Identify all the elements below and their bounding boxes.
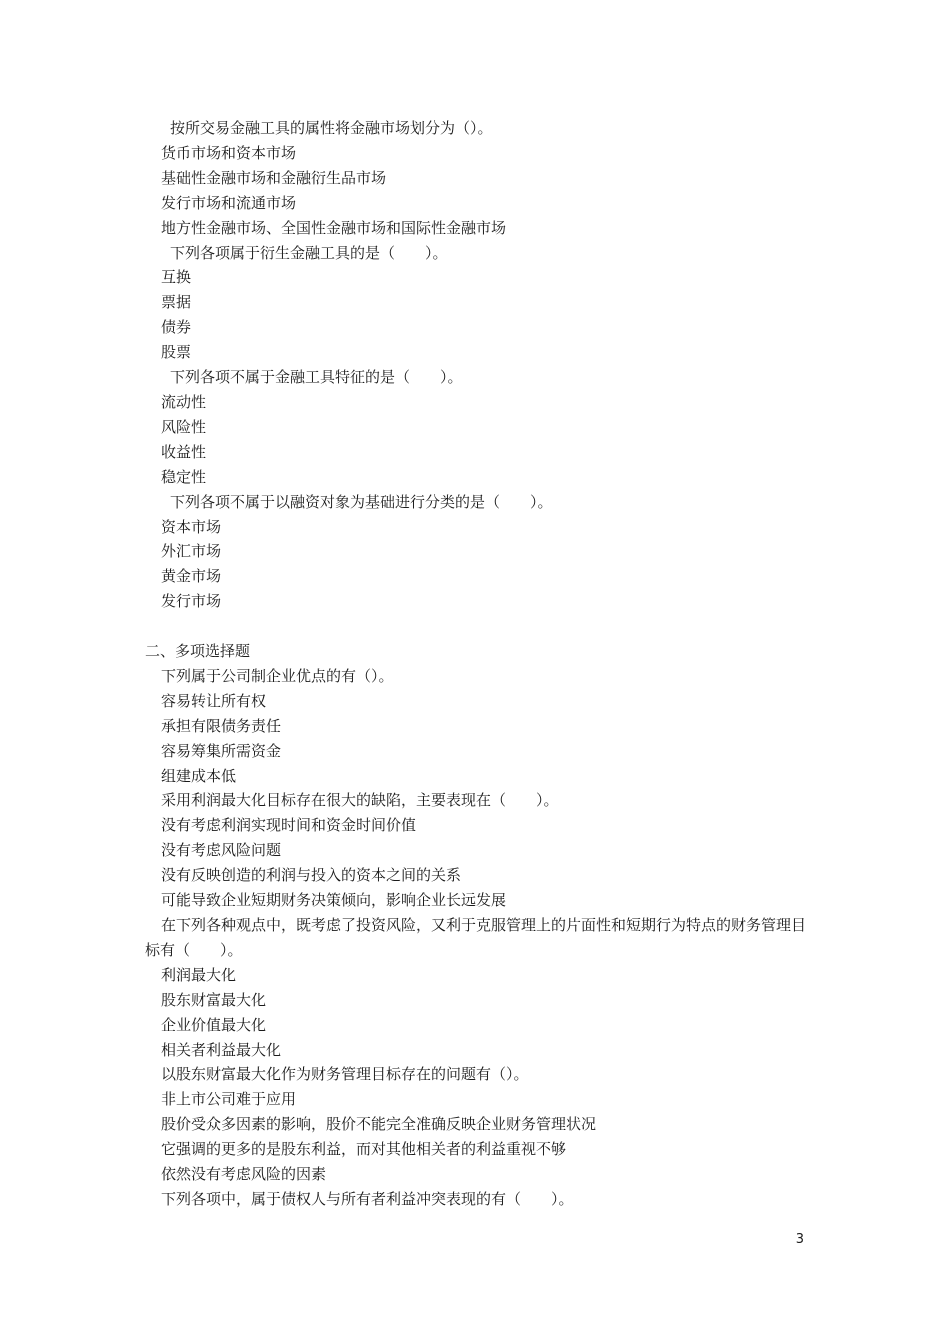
option-text: 发行市场 xyxy=(161,592,222,611)
section-spacer xyxy=(145,614,815,639)
option-text: 债券 xyxy=(161,318,192,337)
option-text: 承担有限债务责任 xyxy=(161,716,282,735)
section-heading: 二、多项选择题 xyxy=(145,642,251,661)
option-text: 非上市公司难于应用 xyxy=(161,1090,297,1109)
option-text: 资本市场 xyxy=(161,517,222,536)
question-text: 按所交易金融工具的属性将金融市场划分为（）。 xyxy=(170,119,493,137)
option-text: 可能导致企业短期财务决策倾向，影响企业长远发展 xyxy=(161,891,507,910)
option-text: 风险性 xyxy=(161,417,207,436)
option-text: 流动性 xyxy=(161,392,207,411)
question-text: 采用利润最大化目标存在很大的缺陷，主要表现在（ ）。 xyxy=(161,791,559,810)
question-text: 以股东财富最大化作为财务管理目标存在的问题有（）。 xyxy=(161,1065,529,1084)
option-text: 它强调的更多的是股东利益，而对其他相关者的利益重视不够 xyxy=(161,1140,567,1159)
option-text: 稳定性 xyxy=(161,467,207,486)
question-text: 在下列各种观点中，既考虑了投资风险，又利于克服管理上的片面性和短期行为特点的财务管理目标有（ ）。 xyxy=(145,915,807,959)
question-text: 下列各项不属于金融工具特征的是（ ）。 xyxy=(170,368,463,387)
option-text: 组建成本低 xyxy=(161,766,237,785)
option-text: 股东财富最大化 xyxy=(161,990,267,1009)
option-text: 没有考虑利润实现时间和资金时间价值 xyxy=(161,816,417,835)
option-text: 货币市场和资本市场 xyxy=(161,143,297,162)
question-text: 下列各项中，属于债权人与所有者利益冲突表现的有（ ）。 xyxy=(161,1189,574,1208)
question-text: 下列各项属于衍生金融工具的是（ ）。 xyxy=(170,243,448,262)
option-text: 没有考虑风险问题 xyxy=(161,841,282,860)
option-text: 容易筹集所需资金 xyxy=(161,741,282,760)
option-text: 企业价值最大化 xyxy=(161,1015,267,1034)
option-text: 股价受众多因素的影响，股价不能完全准确反映企业财务管理状况 xyxy=(161,1115,597,1134)
option-text: 互换 xyxy=(161,268,192,287)
option-text: 没有反映创造的利润与投入的资本之间的关系 xyxy=(161,866,462,885)
option-text: 票据 xyxy=(161,293,192,312)
option-text: 黄金市场 xyxy=(161,567,222,586)
option-text: 外汇市场 xyxy=(161,542,222,561)
page-number: 3 xyxy=(795,1232,804,1247)
option-text: 地方性金融市场、全国性金融市场和国际性金融市场 xyxy=(161,218,507,237)
option-text: 发行市场和流通市场 xyxy=(161,193,297,212)
option-text: 容易转让所有权 xyxy=(161,691,267,710)
option-text: 股票 xyxy=(161,343,192,362)
option-text: 相关者利益最大化 xyxy=(161,1040,282,1059)
question-text: 下列各项不属于以融资对象为基础进行分类的是（ ）。 xyxy=(170,492,553,511)
option-text: 依然没有考虑风险的因素 xyxy=(161,1165,327,1184)
option-text: 利润最大化 xyxy=(161,965,237,984)
option-text: 收益性 xyxy=(161,442,207,461)
question-text: 下列属于公司制企业优点的有（）。 xyxy=(161,666,394,685)
document-body xyxy=(145,116,815,1212)
option-text: 基础性金融市场和金融衍生品市场 xyxy=(161,168,387,187)
